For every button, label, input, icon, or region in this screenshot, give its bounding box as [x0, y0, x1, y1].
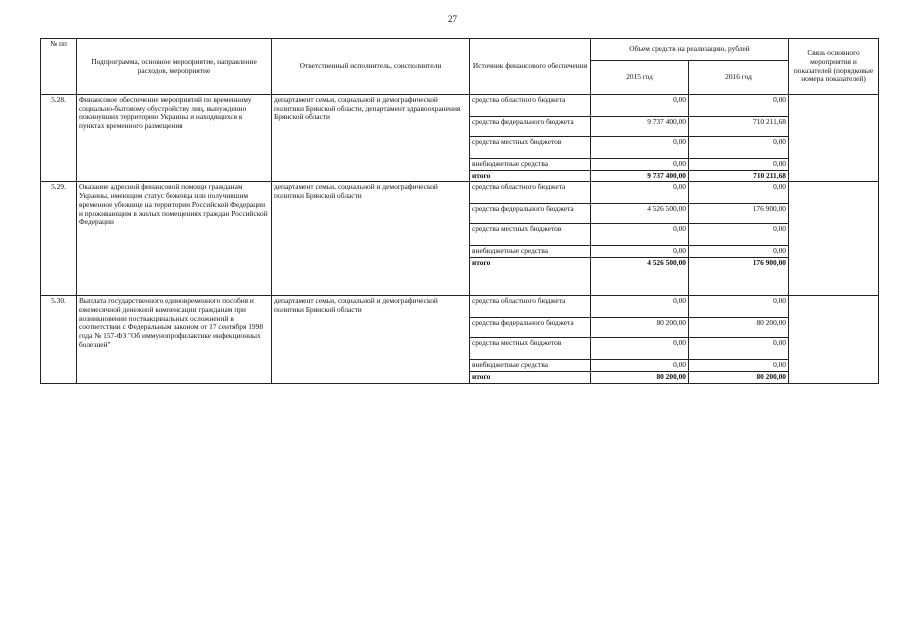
value-2016: 0,00 — [689, 296, 789, 318]
value-2015: 80 200,00 — [591, 371, 689, 383]
value-2016: 710 211,68 — [689, 117, 789, 137]
value-2016: 0,00 — [689, 224, 789, 246]
program-description: Выплата государственного единовременного пособия и ежемесячной денежной компенсации гражданам при возникновении поствакцинальных осложнений в соответствии с Федеральным законом от 17 сентября 1998 года № 157-ФЗ "Об иммунопрофилактике инфекционных болезней" — [77, 296, 272, 383]
header-num: № пп — [41, 39, 77, 95]
value-2015: 9 737 400,00 — [591, 117, 689, 137]
header-source: Источник финансового обеспечения — [470, 39, 591, 95]
link-cell — [789, 296, 879, 383]
header-link: Связь основного мероприятия и показателей (порядковые номера показателей) — [789, 39, 879, 95]
value-2016: 0,00 — [689, 360, 789, 372]
link-cell — [789, 182, 879, 296]
value-2016: 0,00 — [689, 95, 789, 117]
value-2015: 0,00 — [591, 246, 689, 258]
value-2015: 0,00 — [591, 182, 689, 204]
source-cell: средства федерального бюджета — [470, 117, 591, 137]
source-cell: средства областного бюджета — [470, 296, 591, 318]
source-cell: средства областного бюджета — [470, 95, 591, 117]
value-2016: 176 900,00 — [689, 204, 789, 224]
value-2016: 0,00 — [689, 338, 789, 360]
value-2015: 9 737 400,00 — [591, 170, 689, 182]
program-description: Оказание адресной финансовой помощи гражданам Украины, имеющим статус беженца или получившим временное убежище на территории Российской Федерации и проживающим в жилых помещениях граждан Российской Федерации — [77, 182, 272, 296]
value-2015: 0,00 — [591, 95, 689, 117]
executor-cell: департамент семьи, социальной и демографической политики Брянской области — [272, 296, 470, 383]
page-number: 27 — [448, 14, 457, 24]
source-cell: итого — [470, 258, 591, 296]
value-2016: 0,00 — [689, 137, 789, 159]
header-year-2015: 2015 год — [591, 61, 689, 95]
value-2015: 0,00 — [591, 224, 689, 246]
source-cell: внебюджетные средства — [470, 360, 591, 372]
executor-cell: департамент семьи, социальной и демографической политики Брянской области, департамент здравоохранения Брянской области — [272, 95, 470, 182]
value-2015: 4 526 500,00 — [591, 204, 689, 224]
source-cell: средства местных бюджетов — [470, 224, 591, 246]
source-cell: средства местных бюджетов — [470, 338, 591, 360]
source-cell: средства местных бюджетов — [470, 137, 591, 159]
value-2016: 0,00 — [689, 246, 789, 258]
value-2015: 0,00 — [591, 159, 689, 171]
value-2016: 710 211,68 — [689, 170, 789, 182]
program-description: Финансовое обеспечение мероприятий по временному социально-бытовому обустройству лиц, вынужденно покинувших территорию Украины и находящихся в пунктах временного размещения — [77, 95, 272, 182]
source-cell: внебюджетные средства — [470, 159, 591, 171]
header-volume: Объем средств на реализацию, рублей — [591, 39, 789, 61]
executor-cell: департамент семьи, социальной и демографической политики Брянской области — [272, 182, 470, 296]
table-row — [41, 182, 879, 204]
header-program: Подпрограмма, основное мероприятие, направление расходов, мероприятие — [77, 39, 272, 95]
link-cell — [789, 95, 879, 182]
value-2016: 0,00 — [689, 182, 789, 204]
row-number: 5.29. — [41, 182, 77, 296]
value-2016: 176 900,00 — [689, 258, 789, 296]
value-2015: 0,00 — [591, 360, 689, 372]
row-number: 5.28. — [41, 95, 77, 182]
header-executor: Ответственный исполнитель, соисполнители — [272, 39, 470, 95]
value-2015: 4 526 500,00 — [591, 258, 689, 296]
header-year-2016: 2016 год — [689, 61, 789, 95]
table-row — [41, 95, 879, 117]
value-2015: 80 200,00 — [591, 318, 689, 338]
funding-table — [40, 38, 879, 384]
value-2015: 0,00 — [591, 296, 689, 318]
value-2016: 80 200,00 — [689, 318, 789, 338]
value-2015: 0,00 — [591, 137, 689, 159]
source-cell: итого — [470, 371, 591, 383]
row-number: 5.30. — [41, 296, 77, 383]
value-2015: 0,00 — [591, 338, 689, 360]
source-cell: средства федерального бюджета — [470, 318, 591, 338]
table-body — [41, 95, 879, 384]
source-cell: итого — [470, 170, 591, 182]
source-cell: средства федерального бюджета — [470, 204, 591, 224]
value-2016: 80 200,00 — [689, 371, 789, 383]
table-row — [41, 296, 879, 318]
source-cell: средства областного бюджета — [470, 182, 591, 204]
source-cell: внебюджетные средства — [470, 246, 591, 258]
value-2016: 0,00 — [689, 159, 789, 171]
